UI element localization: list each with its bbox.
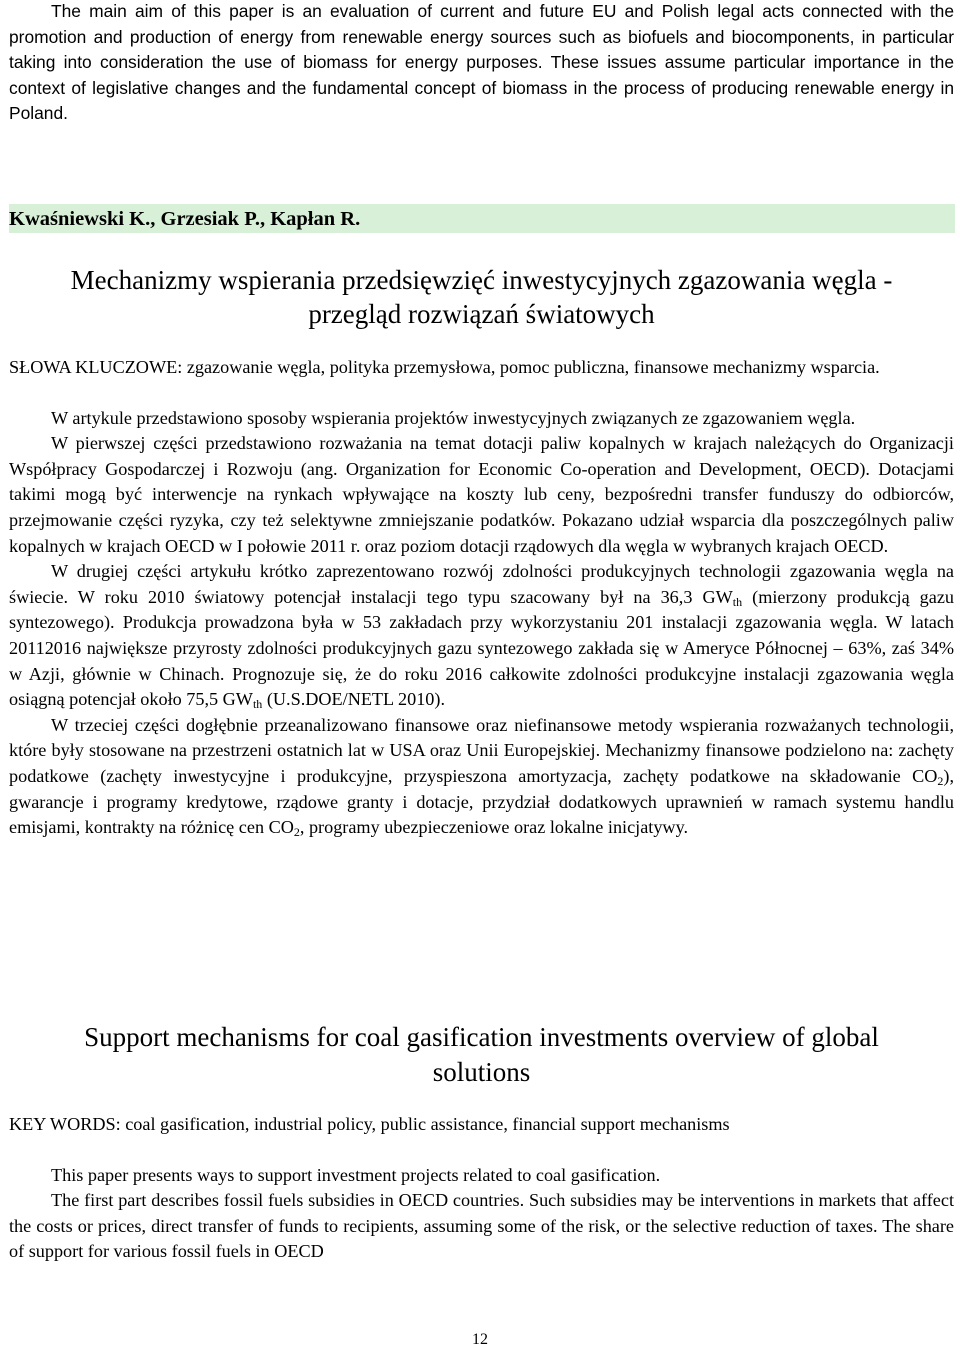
subscript: th [252,697,263,712]
english-abstract-paragraph-2: The first part describes fossil fuels subsidies in OECD countries. Such subsidies may be interventions in markets that affect the costs or prices, direct transfer of funds to recipients, assuming some of the risk, or the selective reduction of taxes. The share of support for various fossil fuels in OECD [9,1190,954,1262]
text-run: , programy ubezpieczeniowe oraz lokalne inicjatywy. [299,817,689,838]
text-run: W drugiej części artykułu krótko zaprezentowano rozwój zdolności produkcyjnych technologii zgazowania węgla na świecie. W roku 2010 światowy potencjał instalacji tego typu szacowany był na 36,3 GW [9,561,954,607]
english-abstract-paragraph-1: This paper presents ways to support investment projects related to coal gasification. [51,1164,661,1185]
english-keywords: KEY WORDS: coal gasification, industrial policy, public assistance, financial support mechanisms [9,1114,730,1134]
polish-title-line-2: przegląd rozwiązań światowych [308,299,655,329]
polish-abstract-paragraph-2: W pierwszej części przedstawiono rozważania na temat dotacji paliw kopalnych w krajach należących do Organizacji Współpracy Gospodarczej i Rozwoju (ang. Organization for Economic Co-operation and Development, OECD). Dotacjami takimi mogą być interwencje na rynkach wpływające na koszty lub ceny, bezpośredni transfer funduszy do odbiorców, przejmowanie części ryzyka, czy też selektywne zmniejszanie podatków. Pokazano udział wsparcia dla poszczególnych paliw kopalnych w krajach OECD w I połowie 2011 r. oraz poziom dotacji rządowych dla węgla w wybranych krajach OECD. [9,433,954,556]
polish-abstract-paragraph-3 [9,559,954,713]
spacer [9,1138,954,1163]
authors-bar: Kwaśniewski K., Grzesiak P., Kapłan R. [9,204,955,233]
polish-title-line-1: Mechanizmy wspierania przedsięwzięć inwestycyjnych zgazowania węgla - [70,265,893,295]
page-number: 12 [472,1331,488,1348]
subscript: 2 [937,773,944,788]
subscript: 2 [293,825,300,840]
text-run: (U.S.DOE/NETL 2010). [262,689,446,710]
polish-title [9,263,954,331]
document-page [9,0,955,1262]
text-run: (mierzony produkcją gazu syntezowego). Produkcja prowadzona była w 53 zakładach przy wykorzystaniu 201 instalacji zgazowania węgla. W latach 20112016 największe przyrosty zdolności produkcyjnych gazu syntezowego zakłada się w Ameryce Północnej – 63%, zaś 34% w Azji, głównie w Chinach. Prognozuje się, że do roku 2016 całkowite zdolności produkcyjne instalacji zgazowania węgla osiągną potencjał około 75,5 GW [9,586,955,710]
english-abstract-block [9,1112,954,1265]
intro-paragraph: The main aim of this paper is an evaluation of current and future EU and Polish legal acts connected with the promotion and production of energy from renewable energy sources such as biofuels and biocomponents, in particular taking into consideration the use of biomass for energy purposes. These issues assume particular importance in the context of legislative changes and the fundamental concept of biomass in the process of producing renewable energy in Poland. [9,1,954,124]
text-run: ), gwarancje i programy kredytowe, rządowe granty i dotacje, przydział dodatkowych uprawnień w ramach systemu handlu emisjami, kontrakty na różnicę cen CO [9,765,954,838]
polish-keywords: SŁOWA KLUCZOWE: zgazowanie węgla, polityka przemysłowa, pomoc publiczna, finansowe mechanizmy wsparcia. [9,357,880,377]
spacer [9,381,954,406]
english-title-line-2: solutions [432,1057,531,1087]
polish-abstract-paragraph-1: W artykule przedstawiono sposoby wspierania projektów inwestycyjnych związanych ze zgazowaniem węgla. [51,407,856,428]
polish-abstract-block [9,355,954,841]
english-title-line-1: Support mechanisms for coal gasification investments overview of global [84,1022,879,1052]
polish-abstract-paragraph-4 [9,713,954,841]
english-title [9,1020,954,1090]
subscript: th [732,594,743,609]
text-run: W trzeciej części dogłębnie przeanalizowano finansowe oraz niefinansowe metody wspierania rozważanych technologii, które były stosowane na przestrzeni ostatnich lat w USA oraz Unii Europejskiej. Mechanizmy finansowe podzielono na: zachęty podatkowe (zachęty inwestycyjne i produkcyjne, przyspieszona amortyzacja, zachęty podatkowe na składowanie CO [9,714,954,786]
